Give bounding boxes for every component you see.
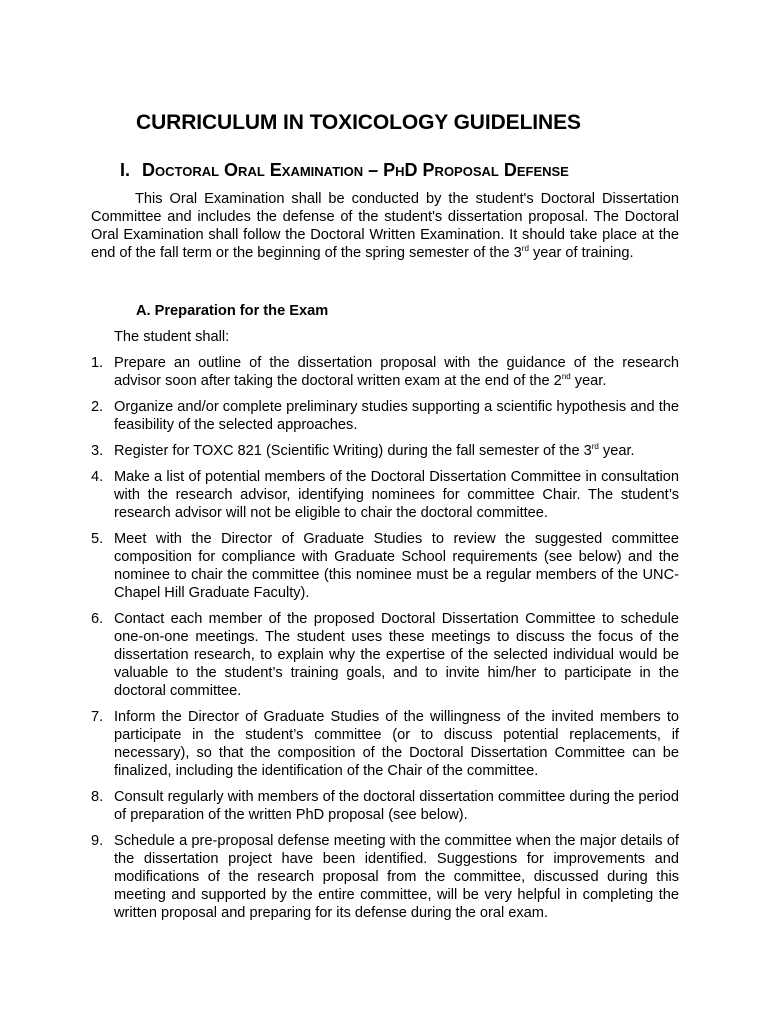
item-number: 7. [91,709,104,725]
subsection-lead: The student shall: [114,329,230,345]
item-text: Inform the Director of Graduate Studies of the willingness of the invited members to participate in the student’s committee (or to discuss potential replacements, if necessary), so that the composition of the Doctoral Dissertation Committee can be finalized, including the identification of the Chair of the committee. [114,709,679,779]
intro-text: This Oral Examination shall be conducted by the student's Doctoral Dissertation Committee and includes the defense of the student's dissertation proposal. The Doctoral Oral Examination shall follow the Doctoral Written Examination. It should take place at the end of the fall term or the beginning of the spring semester of the 3 [91,191,679,261]
list-item [91,610,679,700]
subsection-heading: A. Preparation for the Exam [136,303,329,319]
list-item [91,788,679,824]
item-text: Schedule a pre-proposal defense meeting with the committee when the major details of the dissertation project have been identified. Suggestions for improvements and modifications of the research proposal from the committee, discussed during this meeting and supported by the entire committee, will be very helpful in completing the written proposal and preparing for its defense during the oral exam. [114,833,679,921]
item-text: Prepare an outline of the dissertation proposal with the guidance of the research advisor soon after taking the doctoral written exam at the end of the 2 [114,355,679,389]
intro-paragraph [91,190,679,262]
item-superscript: nd [561,372,571,382]
item-text: Meet with the Director of Graduate Studies to review the suggested committee composition for compliance with Graduate School requirements (see below) and the nominee to chair the committee (this nominee must be a regular members of the UNC-Chapel Hill Graduate Faculty). [114,531,679,601]
item-text: Organize and/or complete preliminary studies supporting a scientific hypothesis and the feasibility of the selected approaches. [114,399,679,433]
list-item [91,708,679,780]
item-number: 2. [91,399,104,415]
list-item [91,530,679,602]
list-item [91,398,679,434]
list-item [91,354,679,390]
item-number: 5. [91,531,104,547]
section-title: Doctoral Oral Examination – PhD Proposal Defense [142,160,569,180]
item-text: Register for TOXC 821 (Scientific Writing) during the fall semester of the 3 [114,443,592,459]
item-number: 4. [91,469,104,485]
item-number: 9. [91,833,104,849]
section-number: I. [120,160,131,180]
item-number: 8. [91,789,104,805]
intro-text-end: year of training. [528,245,634,261]
item-text-end: year. [570,373,607,389]
list-item [91,468,679,522]
section-heading [120,160,569,181]
preparation-steps-list [91,354,679,930]
item-number: 3. [91,443,104,459]
item-text: Make a list of potential members of the Doctoral Dissertation Committee in consultation with the research advisor, identifying nominees for committee Chair. The student’s research advisor will not be eligible to chair the doctoral committee. [114,469,679,521]
list-item [91,832,679,922]
item-text: Consult regularly with members of the doctoral dissertation committee during the period of preparation of the written PhD proposal (see below). [114,789,679,823]
item-superscript: rd [591,442,599,452]
list-item [91,442,679,460]
intro-superscript: rd [521,244,529,254]
document-title: CURRICULUM IN TOXICOLOGY GUIDELINES [136,111,581,134]
item-text: Contact each member of the proposed Doctoral Dissertation Committee to schedule one-on-one meetings. The student uses these meetings to discuss the focus of the dissertation research, to explain why the expertise of the selected individual would be valuable to the student’s training goals, and to invite him/her to participate in the doctoral committee. [114,611,679,699]
item-text-end: year. [598,443,635,459]
item-number: 6. [91,611,104,627]
item-number: 1. [91,355,104,371]
